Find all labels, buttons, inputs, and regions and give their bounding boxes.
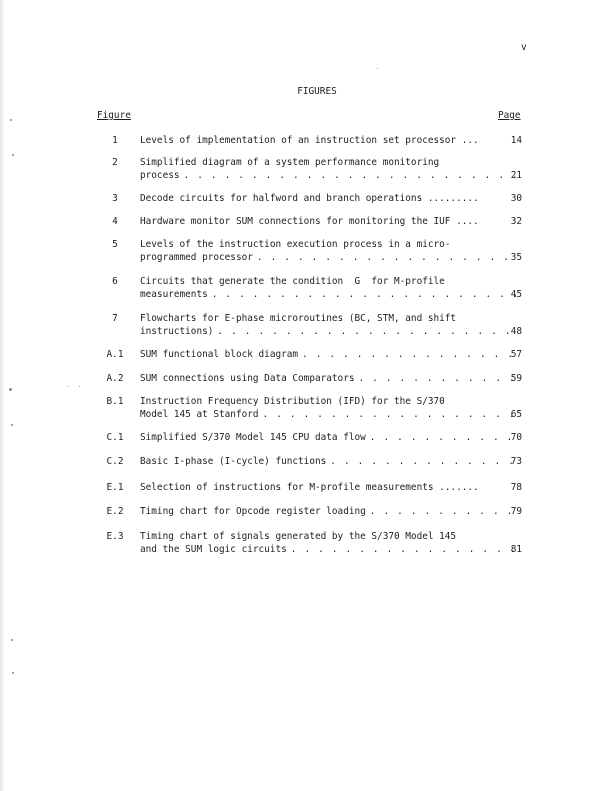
dot-leader [184,169,516,182]
scan-speck [12,154,14,156]
figure-title-line-2: programmed processor . . . [140,251,520,264]
dot-leader [358,372,516,385]
dot-leader [263,408,516,421]
scan-speck [79,386,80,387]
scan-speck [11,639,13,641]
dot-leader [291,543,516,556]
page-number: v [521,42,527,53]
dot-leader [370,431,516,444]
figure-number: A.2 [106,373,124,384]
scan-speck [377,68,378,69]
figure-number: B.1 [106,396,124,407]
figure-number: A.1 [106,349,124,360]
figure-number: E.3 [106,531,124,542]
dot-leader [257,251,516,264]
figure-page: 73 [510,456,522,467]
scan-edge-shadow [0,0,5,791]
dot-leader [217,325,516,338]
figure-title-line-1: Instruction Frequency Distribution (IFD) for the S/370 [140,396,445,407]
figure-page: 59 [510,373,522,384]
figure-page: 35 [510,252,522,263]
dot-leader [330,455,516,468]
figure-title: Timing chart for Opcode register loading . . . [140,505,520,518]
figure-number: 5 [112,239,118,250]
figure-number: C.1 [106,432,124,443]
scan-speck [11,424,13,426]
figure-title: Basic I-phase (I-cycle) functions . . . [140,455,520,468]
page-title: FIGURES [297,86,337,97]
figure-number: C.2 [106,456,124,467]
figure-page: 45 [510,289,522,300]
figure-page: 21 [510,170,522,181]
figure-title-line-1: Timing chart of signals generated by the S/370 Model 145 [140,531,457,542]
figure-number: 6 [112,276,118,287]
figure-page: 81 [510,544,522,555]
figure-title: Simplified S/370 Model 145 CPU data flow . . . [140,431,520,444]
figure-page: 57 [510,349,522,360]
dot-leader [370,505,516,518]
figure-page: 78 [510,482,522,493]
figure-title: Hardware monitor SUM connections for monitoring the IUF .... [140,216,479,227]
figure-page: 70 [510,432,522,443]
figure-title-line-1: Levels of the instruction execution process in a micro- [140,239,451,250]
figure-page: 32 [510,216,522,227]
scan-speck [10,119,12,121]
dot-leader [212,288,516,301]
scan-speck [12,672,14,674]
figure-number: E.1 [106,482,124,493]
scan-speck [9,388,12,391]
figure-title-line-2: instructions) . . . [140,325,520,338]
figure-title-line-1: Flowcharts for E-phase microroutines (BC, STM, and shift [140,313,457,324]
scan-speck [68,386,69,387]
figure-title-line-2: process . . . [140,169,520,182]
dot-leader [302,348,516,361]
column-header-page: Page [498,110,521,121]
figure-title: Levels of implementation of an instruction set processor ... [140,135,479,146]
figure-title-line-2: and the SUM logic circuits . . . [140,543,520,556]
figure-title: SUM functional block diagram . . . [140,348,520,361]
figure-page: 30 [510,193,522,204]
figure-page: 14 [510,135,522,146]
figure-title-line-1: Circuits that generate the condition G for M-profile [140,276,445,287]
figure-title: Selection of instructions for M-profile measurements ....... [140,482,479,493]
figure-title-line-1: Simplified diagram of a system performance monitoring [140,157,440,168]
figure-page: 65 [510,409,522,420]
figure-page: 79 [510,506,522,517]
figure-number: 7 [112,313,118,324]
figure-page: 48 [510,326,522,337]
figure-number: 4 [112,216,118,227]
figure-number: 2 [112,157,118,168]
figure-title: SUM connections using Data Comparators . . . [140,372,520,385]
figure-number: E.2 [106,506,124,517]
figure-number: 1 [112,135,118,146]
figure-number: 3 [112,193,118,204]
figure-title-line-2: measurements . . . [140,288,520,301]
column-header-figure: Figure [97,110,131,121]
figure-title-line-2: Model 145 at Stanford . . . [140,408,520,421]
figure-title: Decode circuits for halfword and branch operations ......... [140,193,479,204]
